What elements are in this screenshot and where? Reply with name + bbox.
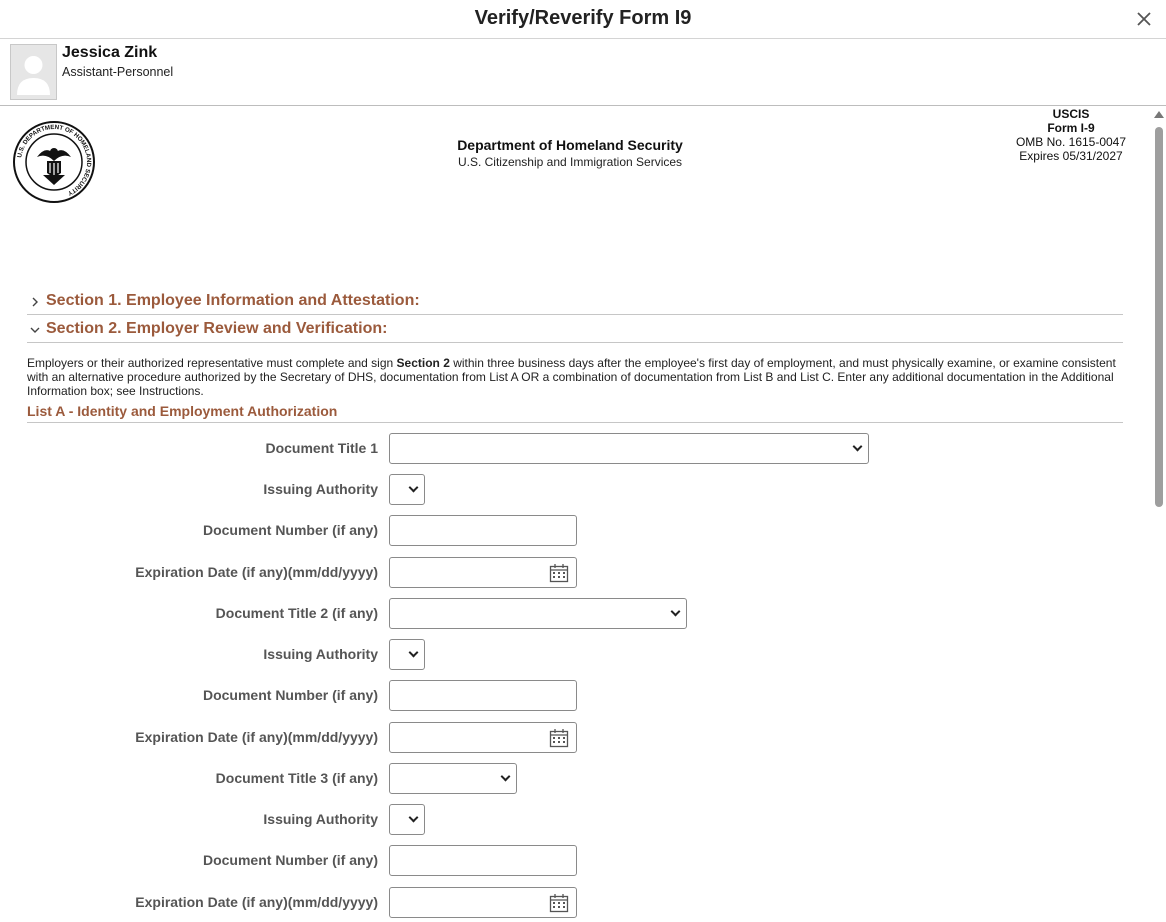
form-name: Form I-9 <box>1047 121 1095 135</box>
section-2-toggle[interactable] <box>27 319 1123 343</box>
field-label: Document Title 1 <box>265 440 378 456</box>
chevron-down-icon <box>671 607 681 617</box>
agency-block <box>420 137 720 169</box>
field-row-document-number-2 <box>0 680 1100 711</box>
field-row-document-title-1 <box>0 433 1100 464</box>
field-row-document-title-3 <box>0 763 1100 794</box>
instructions-bold: Section 2 <box>396 356 450 370</box>
chevron-down-icon <box>409 813 419 823</box>
field-label: Expiration Date (if any)(mm/dd/yyyy) <box>135 564 378 580</box>
field-row-issuing-authority-2 <box>0 639 1100 670</box>
section-1-title: Section 1. Employee Information and Attestation: <box>46 292 420 309</box>
omb-number: OMB No. 1615-0047 <box>1015 135 1127 149</box>
field-row-document-number-3 <box>0 845 1100 876</box>
field-label: Document Title 2 (if any) <box>215 605 378 621</box>
field-row-issuing-authority-3 <box>0 804 1100 835</box>
sub-agency-name: U.S. Citizenship and Immigration Services <box>457 155 683 169</box>
field-row-expiration-date-3 <box>0 887 1100 918</box>
field-row-document-title-2 <box>0 598 1100 629</box>
expiration-date-3-input[interactable] <box>389 887 577 918</box>
instructions-text-start: Employers or their authorized representative must complete and sign <box>27 356 397 370</box>
chevron-down-icon <box>501 772 511 782</box>
document-title-3-select[interactable] <box>389 763 517 794</box>
chevron-down-icon <box>29 324 41 336</box>
document-title-2-select[interactable] <box>389 598 687 629</box>
field-row-expiration-date-2 <box>0 722 1100 753</box>
expiration-date-1-input[interactable] <box>389 557 577 588</box>
field-label: Issuing Authority <box>263 811 378 827</box>
field-label: Document Number (if any) <box>202 522 378 538</box>
dhs-seal-icon <box>13 121 95 203</box>
person-silhouette-icon <box>11 45 56 99</box>
chevron-down-icon <box>853 442 863 452</box>
modal-titlebar <box>0 0 1166 39</box>
section-2-instructions <box>27 356 1123 398</box>
chevron-down-icon <box>409 648 419 658</box>
employee-role: Assistant-Personnel <box>62 65 174 79</box>
field-label: Expiration Date (if any)(mm/dd/yyyy) <box>135 894 378 910</box>
form-meta <box>1000 107 1142 163</box>
document-number-3-input[interactable] <box>389 845 577 876</box>
employee-header <box>0 39 1166 106</box>
document-number-1-input[interactable] <box>389 515 577 546</box>
employee-name: Jessica Zink <box>62 44 158 61</box>
field-row-document-number-1 <box>0 515 1100 546</box>
field-row-expiration-date-1 <box>0 557 1100 588</box>
list-a-title: List A - Identity and Employment Authorization <box>27 403 338 419</box>
field-label: Issuing Authority <box>263 481 378 497</box>
field-label: Document Number (if any) <box>202 852 378 868</box>
chevron-right-icon <box>29 296 41 308</box>
instructions-text-end: within three business days after the employee's first day of employment, and must physically examine, or examine consistent with an alternative procedure authorized by the Secretary of DHS, documentation from List A OR a combination of documentation from List B and List C. Enter any additional documentation in the Additional Information box; see Instructions. <box>27 356 1116 398</box>
issuing-authority-1-select[interactable] <box>389 474 425 505</box>
issuing-authority-3-select[interactable] <box>389 804 425 835</box>
chevron-down-icon <box>409 483 419 493</box>
field-label: Issuing Authority <box>263 646 378 662</box>
form-content[interactable] <box>0 107 1152 922</box>
calendar-icon[interactable] <box>549 563 569 583</box>
form-expiration: Expires 05/31/2027 <box>1019 149 1123 163</box>
field-label: Document Number (if any) <box>202 687 378 703</box>
avatar <box>10 44 57 100</box>
field-label: Document Title 3 (if any) <box>215 770 378 786</box>
department-name: Department of Homeland Security <box>457 137 683 153</box>
document-number-2-input[interactable] <box>389 680 577 711</box>
field-label: Expiration Date (if any)(mm/dd/yyyy) <box>135 729 378 745</box>
vertical-scrollbar[interactable] <box>1152 107 1166 922</box>
seal-text: U.S. DEPARTMENT OF HOMELAND SECURITY <box>16 123 93 197</box>
issuing-authority-2-select[interactable] <box>389 639 425 670</box>
section-2-title: Section 2. Employer Review and Verification: <box>46 320 388 337</box>
calendar-icon[interactable] <box>549 893 569 913</box>
section-1-toggle[interactable] <box>27 291 1123 315</box>
close-icon[interactable] <box>1134 9 1154 29</box>
field-row-issuing-authority-1 <box>0 474 1100 505</box>
list-a-heading <box>27 403 1123 423</box>
calendar-icon[interactable] <box>549 728 569 748</box>
modal-title: Verify/Reverify Form I9 <box>474 7 692 29</box>
scroll-up-arrow-icon[interactable] <box>1154 111 1164 118</box>
scrollbar-thumb[interactable] <box>1155 127 1163 507</box>
expiration-date-2-input[interactable] <box>389 722 577 753</box>
agency-short: USCIS <box>1052 107 1090 121</box>
document-title-1-select[interactable] <box>389 433 869 464</box>
